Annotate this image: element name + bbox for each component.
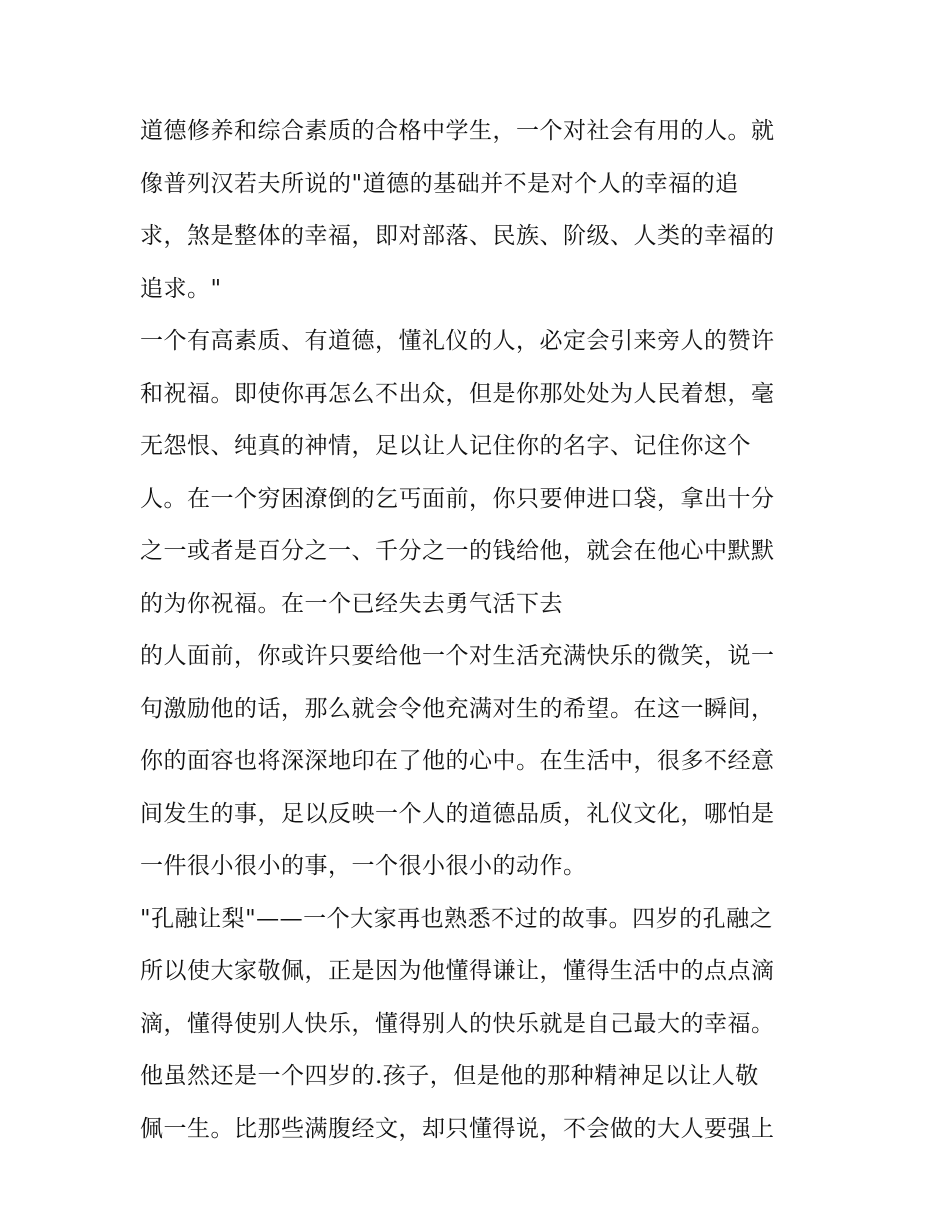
text-line: 一件很小很小的事，一个很小很小的动作。 [140,853,587,879]
text-line: 的为你祝福。在一个已经失去勇气活下去 [140,590,563,617]
text-line: 滴，懂得使别人快乐，懂得别人的快乐就是自己最大的幸福。 [140,1010,775,1037]
text-line: 句激励他的话，那么就会令他充满对生的希望。在这一瞬间， [140,695,775,722]
text-line: 和祝福。即使你再怎么不出众，但是你那处处为人民着想，毫 [140,380,775,407]
text-line: 佩一生。比那些满腹经文，却只懂得说，不会做的大人要强上 [140,1115,775,1142]
text-line: 之一或者是百分之一、千分之一的钱给他，就会在他心中默默 [140,538,775,564]
text-line: 人。在一个穷困潦倒的乞丐面前，你只要伸进口袋，拿出十分 [140,485,775,512]
text-line: 所以使大家敬佩，正是因为他懂得谦让，懂得生活中的点点滴 [140,958,775,984]
text-line: 无怨恨、纯真的神情，足以让人记住你的名字、记住你这个 [140,433,751,459]
text-line: 一个有高素质、有道德，懂礼仪的人，必定会引来旁人的赞许 [140,328,775,354]
text-line: "孔融让梨"——一个大家再也熟悉不过的故事。四岁的孔融之 [140,905,774,932]
text-line: 求，煞是整体的幸福，即对部落、民族、阶级、人类的幸福的 [140,223,775,249]
text-line: 的人面前，你或许只要给他一个对生活充满快乐的微笑，说一 [140,643,775,669]
text-line: 追求。" [140,275,222,302]
text-line: 你的面容也将深深地印在了他的心中。在生活中，很多不经意 [140,748,775,774]
text-line: 间发生的事，足以反映一个人的道德品质，礼仪文化，哪怕是 [140,800,775,827]
text-line: 他虽然还是一个四岁的.孩子，但是他的那种精神足以让人敬 [140,1063,759,1089]
text-line: 像普列汉若夫所说的"道德的基础并不是对个人的幸福的追 [140,170,739,197]
document-body [140,111,820,1161]
text-line: 道德修养和综合素质的合格中学生，一个对社会有用的人。就 [140,118,775,144]
